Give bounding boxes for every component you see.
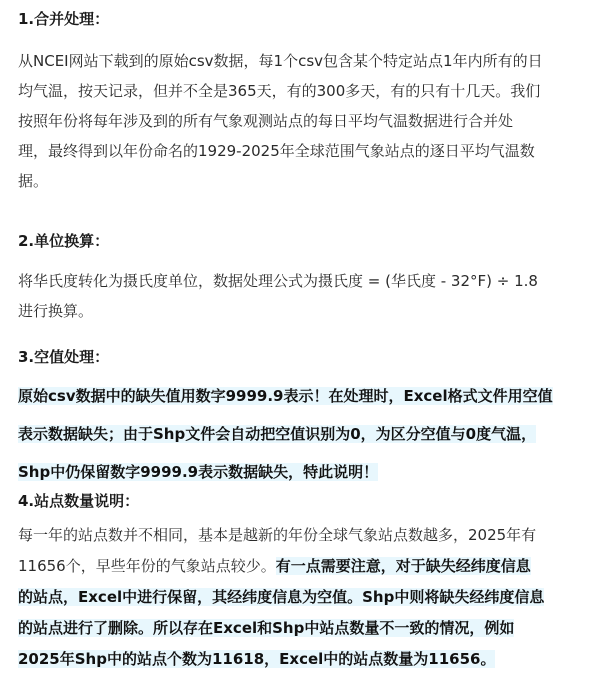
plain-text: 11656个，早些年份的气象站点较少。: [18, 557, 276, 575]
highlight: Shp中仍保留数字9999.9表示数据缺失，特此说明！: [18, 463, 379, 481]
text-line: [18, 377, 553, 415]
text-line: 从NCEI网站下载到的原始csv数据，每1个csv包含某个特定站点1年内所有的日: [18, 52, 543, 70]
text-line: 按照年份将每年涉及到的所有气象观测站点的每日平均气温数据进行合并处: [18, 112, 514, 130]
text-line: [18, 453, 553, 491]
section-body-merge: [18, 46, 543, 196]
text-line: 进行换算。: [18, 302, 94, 320]
section-heading-null: 3.空值处理：: [18, 348, 110, 366]
text-line: 将华氏度转化为摄氏度单位，数据处理公式为摄氏度 = (华氏度 - 32°F) ÷ 1.8: [18, 272, 538, 290]
text-line: 均气温，按天记录，但并不全是365天，有的300多天，有的只有十几天。我们: [18, 82, 541, 100]
section-heading-unit: 2.单位换算：: [18, 232, 110, 250]
highlight: 的站点，Excel中进行保留，其经纬度信息为空值。Shp中则将缺失经纬度信息: [18, 588, 545, 606]
highlight: 2025年Shp中的站点个数为11618，Excel中的站点数量为11656。: [18, 650, 496, 668]
section-body-stations: [18, 520, 544, 675]
highlight: 原始csv数据中的缺失值用数字9999.9表示！在处理时，Excel格式文件用空值: [18, 387, 553, 405]
section-body-null: [18, 377, 553, 491]
section-body-unit: [18, 266, 538, 326]
highlight: 有一点需要注意，对于缺失经纬度信息: [275, 557, 531, 575]
section-heading-stations: 4.站点数量说明：: [18, 492, 140, 510]
highlight: 的站点进行了删除。所以存在Excel和Shp中站点数量不一致的情况，例如: [18, 619, 515, 637]
text-line: [18, 644, 544, 675]
text-line: [18, 613, 544, 644]
text-line: [18, 551, 544, 582]
section-heading-merge: 1.合并处理：: [18, 10, 110, 28]
highlight: 表示数据缺失；由于Shp文件会自动把空值识别为0，为区分空值与0度气温，: [18, 425, 537, 443]
text-line: 据。: [18, 172, 49, 190]
text-line: [18, 415, 553, 453]
text-line: 每一年的站点数并不相同，基本是越新的年份全球气象站点数越多，2025年有: [18, 526, 537, 544]
text-line: [18, 582, 544, 613]
text-line: 理，最终得到以年份命名的1929-2025年全球范围气象站点的逐日平均气温数: [18, 142, 535, 160]
